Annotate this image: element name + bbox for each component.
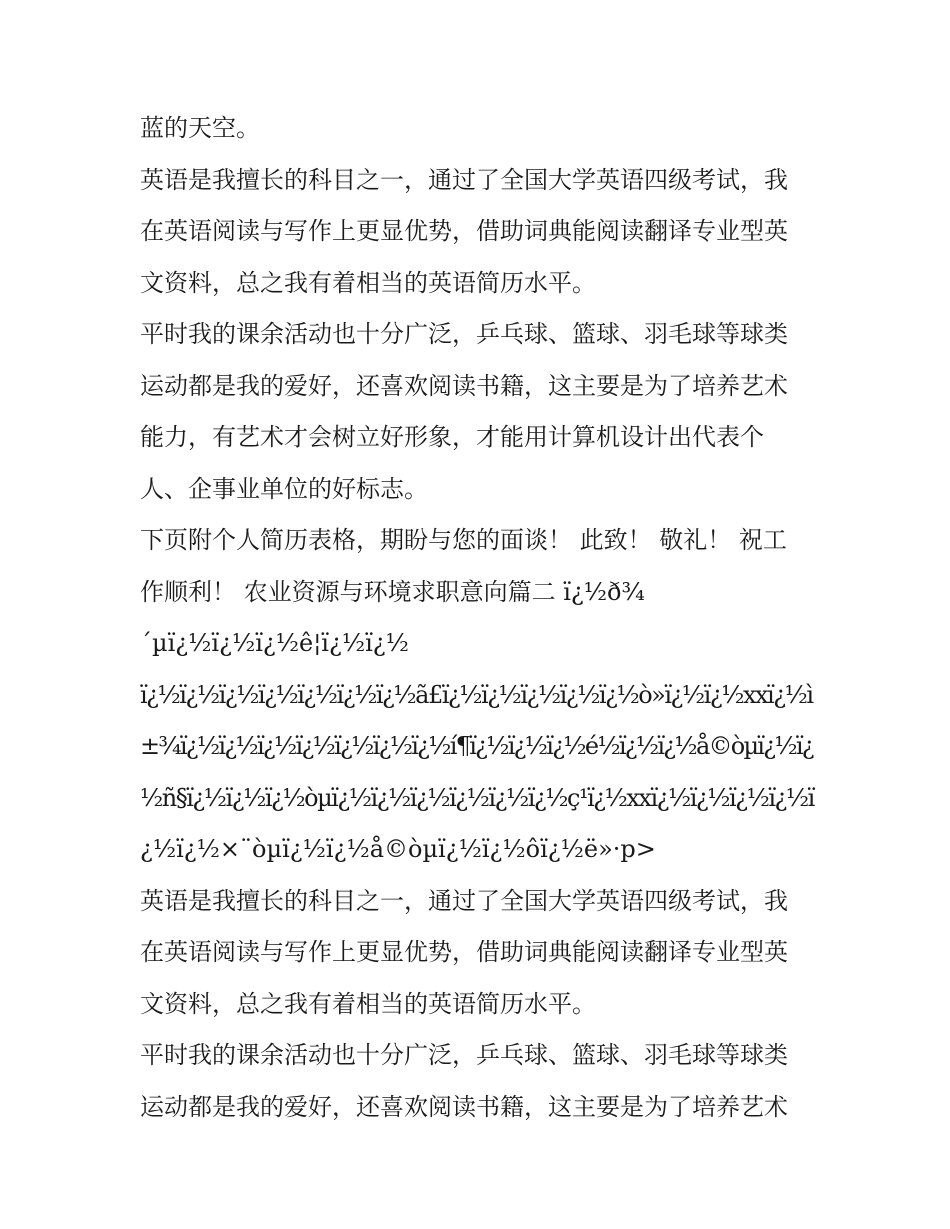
paragraph-english-2 xyxy=(140,876,820,1031)
paragraph-line: 文资料，总之我有着相当的英语简历水平。 xyxy=(140,989,596,1018)
paragraph-line: 运动都是我的爱好，还喜欢阅读书籍，这主要是为了培养艺术 xyxy=(140,371,788,400)
paragraph-line: 能力，有艺术才会树立好形象，才能用计算机设计出代表个 xyxy=(140,423,764,451)
paragraph-hobbies-2 xyxy=(140,1030,820,1133)
paragraph-line: 在英语阅读与写作上更显优势，借助词典能阅读翻译专业型英 xyxy=(140,938,788,966)
paragraph-line: ¿½ï¿½×¨òµï¿½ï¿½å©òµï¿½ï¿½ôï¿½ë»·p> xyxy=(140,835,656,863)
paragraph-english-1 xyxy=(140,155,820,310)
paragraph-hobbies-1 xyxy=(140,309,820,515)
document-body xyxy=(140,103,820,1133)
paragraph-garbled xyxy=(140,618,820,876)
paragraph-line: 在英语阅读与写作上更显优势，借助词典能阅读翻译专业型英 xyxy=(140,217,788,245)
paragraph-sky xyxy=(140,103,820,155)
paragraph-line: 英语是我擅长的科目之一，通过了全国大学英语四级考试，我 xyxy=(140,165,788,194)
paragraph-line: ±¾ï¿½ï¿½ï¿½ï¿½ï¿½ï¿½ï¿½í¶ï¿½ï¿½ï¿½é½ï¿½ï¿½å©òµï¿½ï¿ xyxy=(140,732,813,760)
paragraph-line: ½ñ§ï¿½ï¿½ï¿½òµï¿½ï¿½ï¿½ï¿½ï¿½ï¿½ç¹ï¿½xxï¿½ï¿½ï¿½ï¿½ï xyxy=(140,783,814,812)
paragraph-line: 作顺利！ 农业资源与环境求职意向篇二 ï¿½ð¾ xyxy=(140,577,645,606)
paragraph-line: 运动都是我的爱好，还喜欢阅读书籍，这主要是为了培养艺术 xyxy=(140,1092,788,1121)
paragraph-line: ï¿½ï¿½ï¿½ï¿½ï¿½ï¿½ï¿½ã£ï¿½ï¿½ï¿½ï¿½ï¿½ò»ï¿½ï¿½xxï¿½ì xyxy=(140,680,813,709)
paragraph-line: 人、企事业单位的好标志。 xyxy=(140,474,428,503)
paragraph-line: 英语是我擅长的科目之一，通过了全国大学英语四级考试，我 xyxy=(140,886,788,915)
paragraph-line: 平时我的课余活动也十分广泛，乒乓球、篮球、羽毛球等球类 xyxy=(140,320,788,348)
paragraph-closing xyxy=(140,515,820,618)
paragraph-line: 平时我的课余活动也十分广泛，乒乓球、篮球、羽毛球等球类 xyxy=(140,1041,788,1069)
paragraph-line: ´µï¿½ï¿½ï¿½ê¦ï¿½ï¿½ xyxy=(140,629,409,657)
paragraph-line: 文资料，总之我有着相当的英语简历水平。 xyxy=(140,268,596,297)
paragraph-line: 蓝的天空。 xyxy=(140,114,260,142)
paragraph-line: 下页附个人简历表格，期盼与您的面谈！ 此致！ 敬礼！ 祝工 xyxy=(140,526,787,554)
